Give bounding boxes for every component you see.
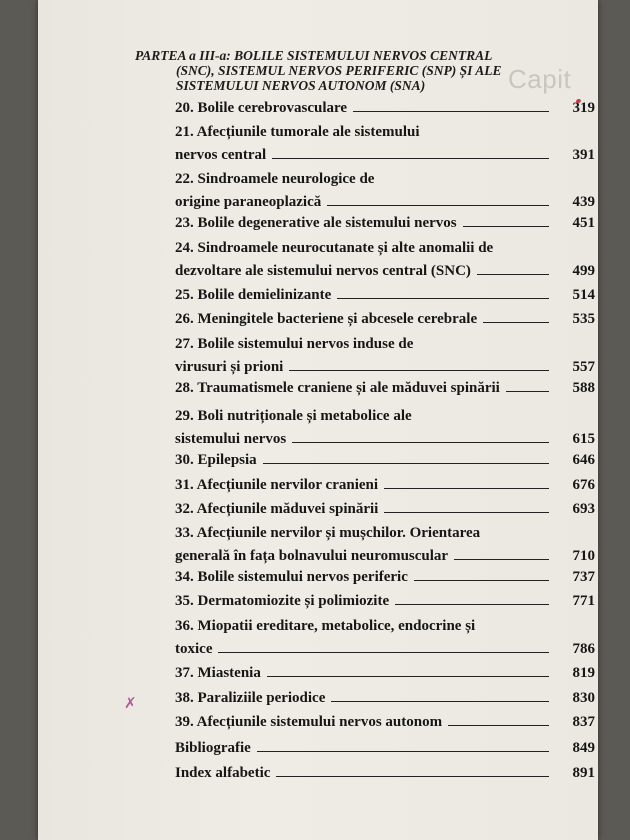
toc-page-number: 588 <box>572 380 595 396</box>
toc-entry[interactable] <box>175 124 595 170</box>
toc-entry[interactable] <box>175 765 595 788</box>
toc-entry-title: Index alfabetic <box>175 765 271 781</box>
leader-line <box>448 725 549 726</box>
leader-line <box>257 751 549 752</box>
toc-entry-title: 39. Afecțiunile sistemului nervos autonom <box>175 714 443 730</box>
toc-entry[interactable] <box>175 311 595 334</box>
toc-page-number: 646 <box>572 452 595 468</box>
leader-line <box>477 274 549 275</box>
toc-entry[interactable] <box>175 740 595 763</box>
toc-entry-title-continued: dezvoltare ale sistemului nervos central (SNC) <box>175 263 471 279</box>
toc-page-number: 786 <box>572 641 595 657</box>
toc-page-number: 439 <box>572 194 595 210</box>
toc-entry[interactable] <box>175 240 595 286</box>
toc-page-number: 499 <box>572 263 595 279</box>
toc-entry[interactable] <box>175 215 595 238</box>
toc-entry-title: 24. Sindroamele neurocutanate și alte anomalii de <box>175 240 494 256</box>
toc-page-number: 514 <box>572 287 595 303</box>
leader-line <box>337 298 549 299</box>
toc-page-number: 693 <box>572 501 595 517</box>
toc-entry[interactable] <box>175 408 595 454</box>
toc-entry[interactable] <box>175 477 595 500</box>
toc-entry[interactable] <box>175 287 595 310</box>
toc-entry-title-continued: virusuri și prioni <box>175 359 284 375</box>
toc-entry[interactable] <box>175 100 595 123</box>
toc-entry[interactable] <box>175 336 595 382</box>
leader-line <box>506 391 549 392</box>
toc-entry[interactable] <box>175 665 595 688</box>
part-title-line-3: SISTEMULUI NERVOS AUTONOM (SNA) <box>176 78 426 93</box>
toc-page-number: 391 <box>572 147 595 163</box>
leader-line <box>218 652 549 653</box>
toc-page-number: 837 <box>572 714 595 730</box>
toc-entry-title: 37. Miastenia <box>175 665 261 681</box>
pencil-x-mark: ✗ <box>124 694 137 712</box>
toc-entry-title: 38. Paraliziile periodice <box>175 690 326 706</box>
leader-line <box>395 604 549 605</box>
leader-line <box>384 488 549 489</box>
toc-entry-title-continued: toxice <box>175 641 213 657</box>
toc-page-number: 451 <box>572 215 595 231</box>
toc-page-number: 319 <box>572 100 595 116</box>
leader-line <box>292 442 549 443</box>
toc-entry[interactable] <box>175 618 595 664</box>
toc-entry-title-continued: origine paraneoplazică <box>175 194 322 210</box>
toc-entry-title: 32. Afecțiunile măduvei spinării <box>175 501 379 517</box>
toc-entry-title: 20. Bolile cerebrovasculare <box>175 100 348 116</box>
leader-line <box>289 370 549 371</box>
leader-line <box>463 226 549 227</box>
toc-entry-title: 36. Miopatii ereditare, metabolice, endocrine și <box>175 618 476 634</box>
toc-entry[interactable] <box>175 593 595 616</box>
toc-page-number: 819 <box>572 665 595 681</box>
toc-page-number: 615 <box>572 431 595 447</box>
toc-entry-title: 26. Meningitele bacteriene și abcesele cerebrale <box>175 311 478 327</box>
toc-entry-title: 23. Bolile degenerative ale sistemului nervos <box>175 215 457 231</box>
toc-entry-title-continued: sistemului nervos <box>175 431 287 447</box>
toc-entry-title: 27. Bolile sistemului nervos induse de <box>175 336 414 352</box>
toc-entry[interactable] <box>175 569 595 592</box>
part-title-line-2: (SNC), SISTEMUL NERVOS PERIFERIC (SNP) ȘI ALE <box>176 63 502 78</box>
part-title-line-1: PARTEA a III-a: BOLILE SISTEMULUI NERVOS CENTRAL <box>135 48 493 63</box>
leader-line <box>272 158 549 159</box>
toc-entry[interactable] <box>175 690 595 713</box>
toc-page-number: 830 <box>572 690 595 706</box>
toc-entry-title: 21. Afecțiunile tumorale ale sistemului <box>175 124 420 140</box>
toc-entry-title: 31. Afecțiunile nervilor cranieni <box>175 477 379 493</box>
leader-line <box>483 322 549 323</box>
toc-entry-title: 35. Dermatomiozite și polimiozite <box>175 593 390 609</box>
toc-page-number: 771 <box>572 593 595 609</box>
leader-line <box>384 512 549 513</box>
toc-entry-title: 25. Bolile demielinizante <box>175 287 332 303</box>
toc-entry[interactable] <box>175 714 595 737</box>
toc-entry[interactable] <box>175 452 595 475</box>
toc-entry-title: 28. Traumatismele craniene și ale măduvei spinării <box>175 380 500 396</box>
leader-line <box>414 580 549 581</box>
leader-line <box>276 776 549 777</box>
toc-entry-title: 30. Epilepsia <box>175 452 257 468</box>
leader-line <box>353 111 549 112</box>
toc-page-number: 737 <box>572 569 595 585</box>
toc-entry-title: 29. Boli nutriționale și metabolice ale <box>175 408 412 424</box>
toc-entry-title-continued: nervos central <box>175 147 267 163</box>
toc-entry[interactable] <box>175 171 595 217</box>
toc-page-number: 557 <box>572 359 595 375</box>
toc-entry-title: Bibliografie <box>175 740 251 756</box>
leader-line <box>454 559 549 560</box>
toc-entry-title: 22. Sindroamele neurologice de <box>175 171 375 187</box>
leader-line <box>331 701 549 702</box>
toc-entry-title-continued: generală în fața bolnavului neuromuscular <box>175 548 449 564</box>
toc-page-number: 849 <box>572 740 595 756</box>
part-title <box>135 48 565 93</box>
toc-entry[interactable] <box>175 501 595 524</box>
leader-line <box>327 205 549 206</box>
book-page <box>38 0 598 840</box>
toc-page-number: 710 <box>572 548 595 564</box>
toc-entry[interactable] <box>175 380 595 403</box>
toc-page-number: 676 <box>572 477 595 493</box>
toc-entry-title: 33. Afecțiunile nervilor și mușchilor. Orientarea <box>175 525 481 541</box>
toc-entry[interactable] <box>175 525 595 571</box>
toc-page-number: 891 <box>572 765 595 781</box>
leader-line <box>267 676 549 677</box>
toc-entry-title: 34. Bolile sistemului nervos periferic <box>175 569 408 585</box>
toc-page-number: 535 <box>572 311 595 327</box>
show-through-text: Capit <box>508 64 572 94</box>
leader-line <box>263 463 549 464</box>
